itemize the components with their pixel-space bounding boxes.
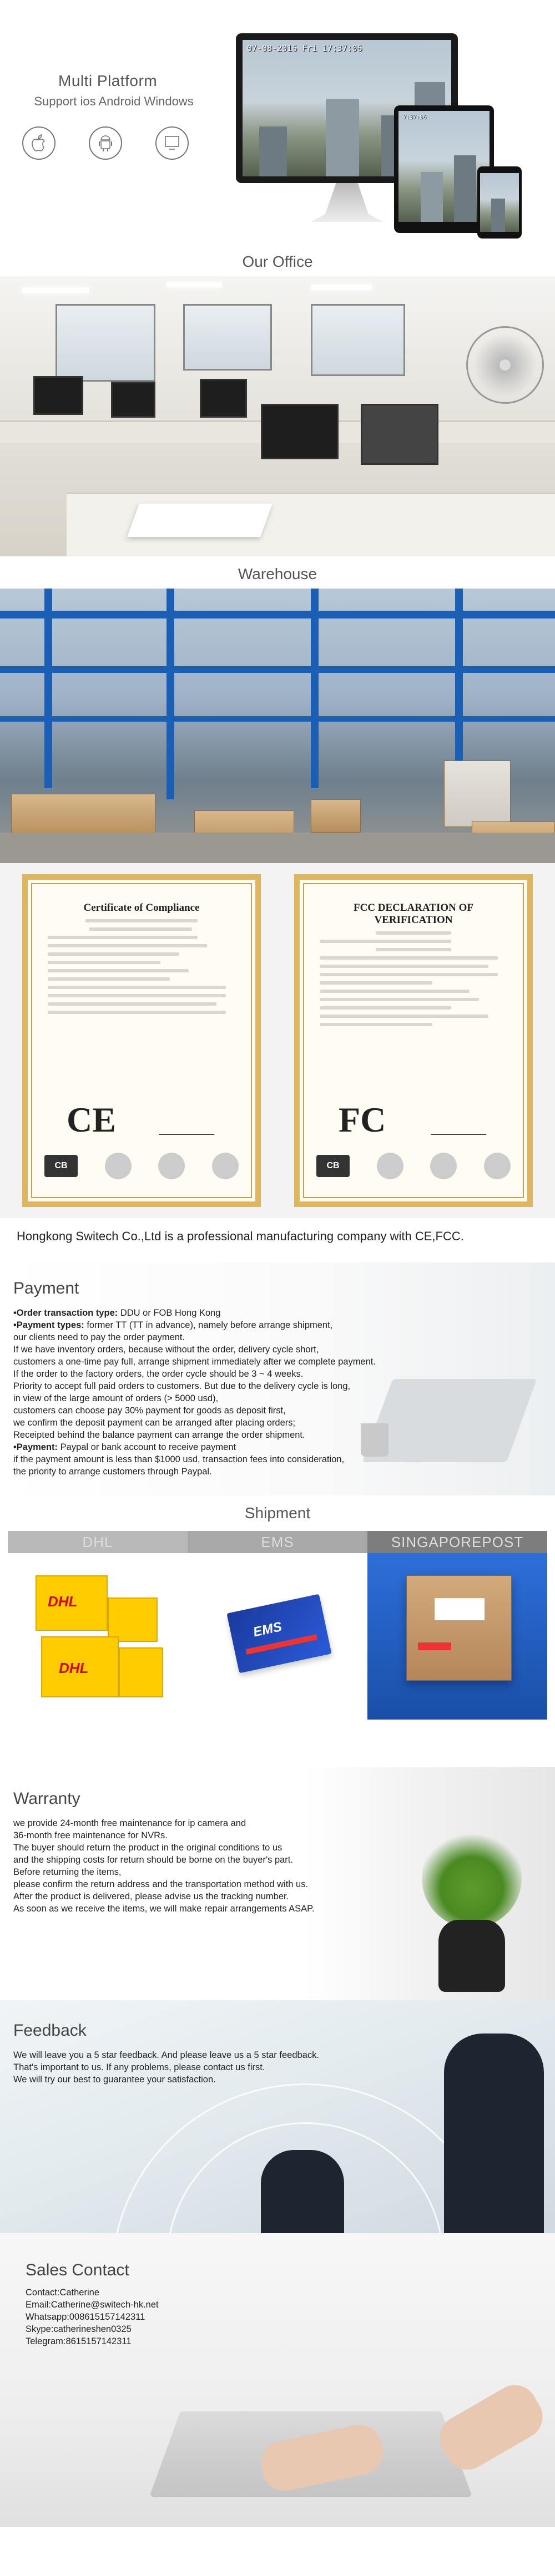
- seal-badge: [430, 1153, 457, 1179]
- payment-line: [13, 1356, 542, 1368]
- multi-platform-subtitle: Support ios Android Windows: [34, 94, 194, 108]
- warranty-line: and the shipping costs for return should be borne on the buyer's part.: [13, 1855, 293, 1865]
- warranty-title: Warranty: [13, 1789, 80, 1808]
- cb-badge: CB: [316, 1155, 350, 1177]
- office-heading: Our Office: [242, 253, 313, 270]
- payment-line-text: Priority to accept full paid orders to customers. But due to the delivery cycle is long,: [13, 1381, 351, 1391]
- warehouse-photo: [0, 589, 555, 863]
- payment-title: Payment: [13, 1279, 79, 1297]
- payment-line-text: if the payment amount is less than $1000 usd, transaction fees into consideration,: [13, 1454, 345, 1464]
- seal-badge: [377, 1153, 403, 1179]
- windows-icon: [155, 126, 189, 160]
- dhl-boxes-image: [8, 1553, 188, 1720]
- multi-platform-section: [0, 0, 555, 244]
- singaporepost-parcel-image: [367, 1553, 547, 1720]
- ems-envelope-image: [188, 1553, 367, 1720]
- warranty-line: The buyer should return the product in the original conditions to us: [13, 1843, 282, 1853]
- warehouse-heading: Warehouse: [238, 565, 317, 582]
- monitor-stand: [311, 183, 383, 222]
- carrier-tab-dhl: DHL: [8, 1531, 188, 1553]
- dhl-logo: DHL: [59, 1660, 89, 1676]
- ce-mark: CE: [67, 1100, 116, 1139]
- shipment-heading: Shipment: [244, 1504, 311, 1522]
- fcc-certificate-title: FCC DECLARATION OF VERIFICATION: [353, 902, 474, 926]
- contact-line: Contact:Catherine: [26, 2288, 99, 2298]
- seal-badge: [158, 1153, 185, 1179]
- payment-line-text: our clients need to pay the order payment.: [13, 1332, 185, 1342]
- dhl-logo: DHL: [48, 1593, 78, 1610]
- warranty-line: Before returning the items,: [13, 1867, 122, 1877]
- camera-view-tablet: [398, 111, 490, 222]
- payment-line-text: Receipted behind the balance payment can arrange the order shipment.: [13, 1430, 305, 1440]
- payment-line-text: in view of the large amount of orders (> 5000 usd),: [13, 1393, 219, 1403]
- businessman-left-image: [261, 2150, 344, 2233]
- feedback-line: We will try our best to guarantee your satisfaction.: [13, 2075, 216, 2085]
- payment-line-label: •Order transaction type:: [13, 1308, 118, 1318]
- ce-signature: [159, 1118, 219, 1135]
- fcc-badges: [316, 1153, 511, 1179]
- fcc-mark: FC: [339, 1100, 386, 1139]
- warranty-line: please confirm the return address and the transportation method with us.: [13, 1879, 309, 1889]
- apple-icon: [22, 126, 56, 160]
- tablet-timestamp: 7:37:06: [403, 114, 427, 120]
- payment-line: [13, 1343, 542, 1356]
- seal-badge: [105, 1153, 132, 1179]
- payment-line-text: customers a one-time pay full, arrange shipment immediately after we complete payment.: [13, 1357, 376, 1367]
- ce-certificate-title: Certificate of Compliance: [83, 902, 200, 914]
- contact-line: Email:Catherine@switech-hk.net: [26, 2300, 159, 2310]
- warranty-line: As soon as we receive the items, we will make repair arrangements ASAP.: [13, 1904, 315, 1914]
- payment-line-text: former TT (TT in advance), namely before arrange shipment,: [84, 1320, 333, 1330]
- payment-line-text: customers can choose pay 30% payment for goods as deposit first,: [13, 1406, 286, 1416]
- paper-stack: [127, 504, 273, 537]
- warranty-line: 36-month free maintenance for NVRs.: [13, 1830, 168, 1840]
- businessman-right-image: [444, 2034, 544, 2233]
- certificates-section: [0, 863, 555, 1218]
- seal-badge: [212, 1153, 239, 1179]
- feedback-title: Feedback: [13, 2021, 87, 2040]
- carrier-tab-ems: EMS: [188, 1531, 367, 1553]
- feedback-line: That's important to us. If any problems, please contact us first.: [13, 2062, 265, 2072]
- payment-line-text: Paypal or bank account to receive payment: [58, 1442, 236, 1452]
- payment-line-text: we confirm the deposit payment can be arranged after placing orders;: [13, 1418, 296, 1428]
- payment-line-text: If the order to the factory orders, the order cycle should be 3 ~ 4 weeks.: [13, 1369, 304, 1379]
- contact-line: Skype:catherineshen0325: [26, 2324, 132, 2334]
- warranty-line: we provide 24-month free maintenance for ip camera and: [13, 1818, 246, 1828]
- coffee-cup-image: [361, 1423, 389, 1457]
- shipment-carrier-tabs: [8, 1531, 547, 1553]
- payment-line: [13, 1319, 542, 1331]
- cb-badge: CB: [44, 1155, 78, 1177]
- feedback-line: We will leave you a 5 star feedback. And please leave us a 5 star feedback.: [13, 2050, 319, 2060]
- payment-line-text: DDU or FOB Hong Kong: [118, 1308, 221, 1318]
- plant-image: [422, 1828, 522, 1928]
- sales-contact-section: [0, 2233, 555, 2527]
- contact-line: Whatsapp:008615157142311: [26, 2312, 145, 2322]
- payment-line-text: the priority to arrange customers through Paypal.: [13, 1467, 212, 1477]
- ce-certificate: [22, 874, 261, 1207]
- payment-line-text: If we have inventory orders, because without the order, delivery cycle short,: [13, 1345, 319, 1355]
- sales-contact-title: Sales Contact: [26, 2261, 129, 2279]
- warranty-line: After the product is delivered, please advise us the tracking number.: [13, 1892, 289, 1901]
- carrier-tab-singaporepost: SINGAPOREPOST: [367, 1531, 547, 1553]
- payment-line-label: •Payment types:: [13, 1320, 84, 1330]
- shipment-section: [0, 1495, 555, 1767]
- seal-badge: [484, 1153, 511, 1179]
- plant-pot-image: [438, 1920, 505, 1992]
- payment-line: [13, 1368, 542, 1380]
- contact-line: Telegram:8615157142311: [26, 2336, 132, 2346]
- feedback-section: [0, 2000, 555, 2233]
- carrier-images: [8, 1553, 547, 1720]
- sales-contact-details: [26, 2286, 529, 2347]
- fcc-certificate: [294, 874, 533, 1207]
- phone-preview: [477, 166, 522, 239]
- multi-platform-title: Multi Platform: [58, 72, 158, 89]
- platform-icons: [22, 126, 189, 160]
- android-icon: [89, 126, 122, 160]
- camera-view-phone: [480, 173, 519, 232]
- payment-line: [13, 1331, 542, 1343]
- company-statement: Hongkong Switech Co.,Ltd is a professional manufacturing company with CE,FCC.: [17, 1229, 464, 1243]
- warranty-section: [0, 1767, 555, 2000]
- desk-fan: [466, 326, 544, 404]
- ems-logo: EMS: [251, 1619, 284, 1640]
- office-photo: [0, 276, 555, 556]
- payment-line-label: •Payment:: [13, 1442, 58, 1452]
- payment-section: [0, 1262, 555, 1495]
- camera-timestamp: 07-08-2016 Fri 17:37:06: [247, 43, 362, 53]
- ce-badges: [44, 1153, 239, 1179]
- payment-line: [13, 1307, 542, 1319]
- payment-line: [13, 1466, 542, 1478]
- fcc-signature: [431, 1118, 491, 1135]
